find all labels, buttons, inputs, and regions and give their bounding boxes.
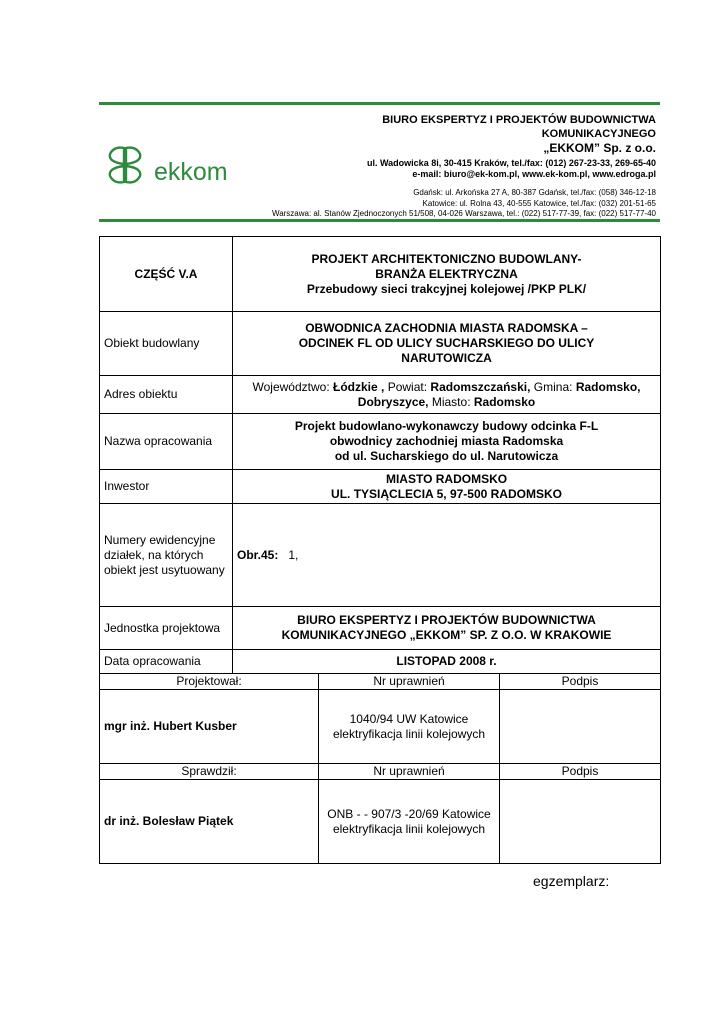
header-bottom-rule [99, 219, 660, 222]
project-title: PROJEKT ARCHITEKTONICZNO BUDOWLANY- BRANŻA ELEKTRYCZNA Przebudowy sieci trakcyjnej kolejowej /PKP PLK/ [233, 237, 661, 312]
header-nr-uprawnien: Nr uprawnień [319, 674, 500, 690]
value-obiekt: OBWODNICA ZACHODNIA MIASTA RADOMSKA – ODCINEK FL OD ULICY SUCHARSKIEGO DO ULICY NARUTOWICZA [233, 312, 661, 376]
company-address: ul. Wadowicka 8i, 30-415 Kraków, tel./fax: (012) 267-23-33, 269-65-40 e-mail: biuro@ek-kom.pl, www.ek-kom.pl, www.edroga.pl [367, 158, 656, 179]
part-number: CZĘŚĆ V.A [100, 237, 233, 312]
label-jednostka: Jednostka projektowa [100, 607, 233, 650]
checker-license: ONB - - 907/3 -20/69 Katowice elektryfikacja linii kolejowych [319, 780, 500, 864]
header-projektowal: Projektował: [100, 674, 319, 690]
value-data: LISTOPAD 2008 r. [233, 650, 661, 674]
designer-license: 1040/94 UW Katowice elektryfikacja linii kolejowych [319, 690, 500, 764]
value-adres: Województwo: Łódzkie , Powiat: Radomszczański, Gmina: Radomsko, Dobryszyce, Miasto: Radomsko [233, 376, 661, 414]
checker-name: dr inż. Bolesław Piątek [100, 780, 319, 864]
value-jednostka: BIURO EKSPERTYZ I PROJEKTÓW BUDOWNICTWA KOMUNIKACYJNEGO „EKKOM” SP. Z O.O. W KRAKOWIE [233, 607, 661, 650]
value-dzialki: Obr.45: 1, [233, 504, 661, 607]
value-nazwa: Projekt budowlano-wykonawczy budowy odcinka F-L obwodnicy zachodniej miasta Radomska od ul. Sucharskiego do ul. Narutowicza [233, 414, 661, 470]
logo-text: ekkom [154, 158, 228, 186]
label-data: Data opracowania [100, 650, 233, 674]
header-podpis: Podpis [500, 674, 661, 690]
company-name: BIURO EKSPERTYZ I PROJEKTÓW BUDOWNICTWA KOMUNIKACYJNEGO [382, 114, 656, 140]
label-nazwa: Nazwa opracowania [100, 414, 233, 470]
label-dzialki: Numery ewidencyjne działek, na których obiekt jest usytuowany [100, 504, 233, 607]
header-top-rule [99, 102, 660, 105]
header-podpis-2: Podpis [500, 764, 661, 780]
title-page-table [99, 236, 661, 864]
label-obiekt: Obiekt budowlany [100, 312, 233, 376]
designer-signature [500, 690, 661, 764]
label-adres: Adres obiektu [100, 376, 233, 414]
value-inwestor: MIASTO RADOMSKO UL. TYSIĄCLECIA 5, 97-500 RADOMSKO [233, 470, 661, 504]
header-nr-uprawnien-2: Nr uprawnień [319, 764, 500, 780]
company-short-name: „EKKOM” Sp. z o.o. [543, 141, 656, 155]
checker-signature [500, 780, 661, 864]
copy-number-label: egzemplarz: [533, 873, 610, 889]
branch-offices: Gdańsk: ul. Arkońska 27 A, 80-387 Gdańsk, tel./fax: (058) 346-12-18 Katowice: ul. Rolna 43, 40-555 Katowice, tel./fax: (032) 201-51-65 Warszawa: al. Stanów Zjednoczonych 51/508, 04-026 Warszawa, tel.: (022) 517-77-39, fax: (022) 517-77-40 [271, 188, 656, 218]
header-sprawdzil: Sprawdził: [100, 764, 319, 780]
designer-name: mgr inż. Hubert Kusber [100, 690, 319, 764]
label-inwestor: Inwestor [100, 470, 233, 504]
